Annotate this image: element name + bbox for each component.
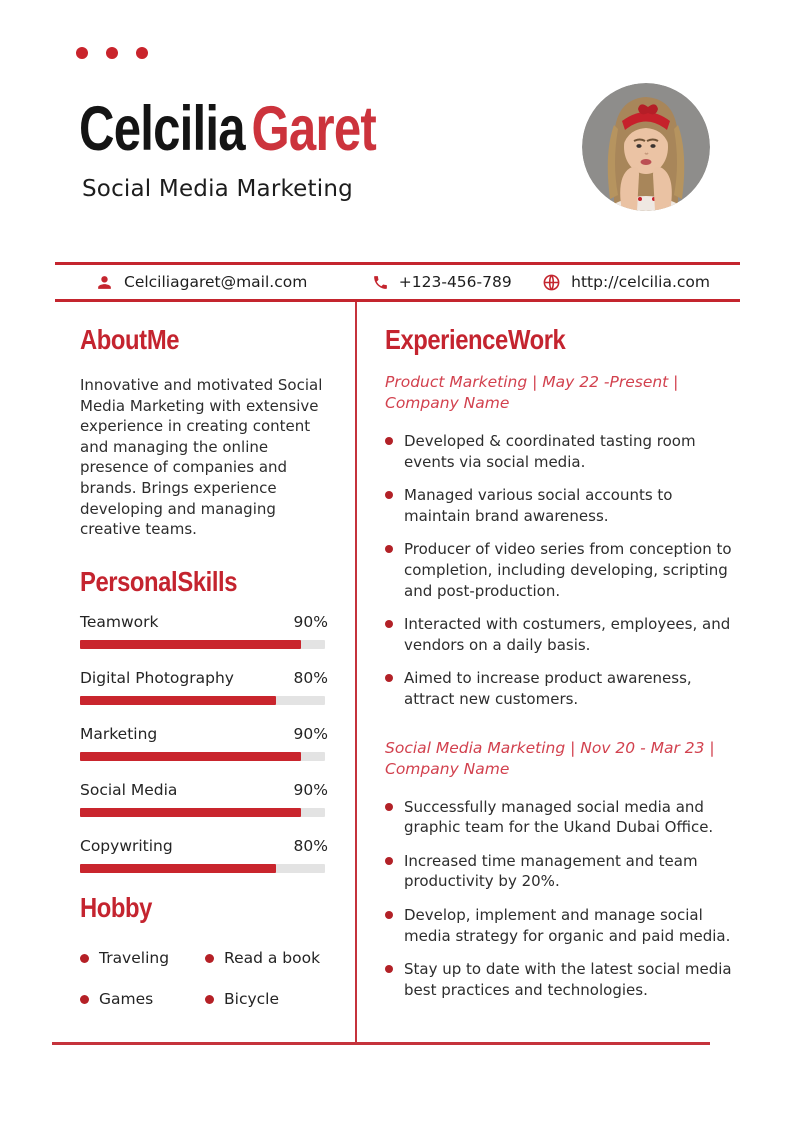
bullet-dot-icon bbox=[385, 857, 393, 865]
skill-bar-fill bbox=[80, 752, 301, 761]
job-bullet bbox=[385, 539, 737, 601]
hobby-title: Hobby bbox=[80, 891, 152, 923]
bullet-dot-icon bbox=[385, 545, 393, 553]
skill-bar-track bbox=[80, 752, 325, 761]
bullet-text: Increased time management and team productivity by 20%. bbox=[404, 851, 698, 891]
skill-label: Copywriting bbox=[80, 836, 173, 855]
skills-list bbox=[80, 613, 328, 873]
bullet-text: Successfully managed social media and graphic team for the Ukand Dubai Office. bbox=[404, 797, 714, 837]
globe-icon bbox=[542, 273, 561, 292]
bullet-dot-icon bbox=[205, 995, 214, 1004]
job-bullet bbox=[385, 431, 737, 472]
skill-bar-track bbox=[80, 640, 325, 649]
footer-line bbox=[52, 1042, 710, 1045]
skill-bar-fill bbox=[80, 808, 301, 817]
job-bullet bbox=[385, 485, 737, 526]
job-heading: Product Marketing | May 22 -Present | Company Name bbox=[385, 373, 679, 412]
bullet-dot-icon bbox=[385, 911, 393, 919]
bullet-text: Managed various social accounts to maintain brand awareness. bbox=[404, 486, 673, 525]
skill-row bbox=[80, 669, 328, 705]
hobby-item bbox=[80, 949, 205, 967]
left-column bbox=[80, 325, 328, 1008]
hobby-item bbox=[205, 990, 328, 1008]
job-bullet bbox=[385, 797, 737, 838]
bullet-text: Aimed to increase product awareness, attract new customers. bbox=[404, 669, 692, 708]
skill-bar-track bbox=[80, 864, 325, 873]
personal-skills-title: Personal Skills bbox=[80, 565, 238, 597]
bullet-dot-icon bbox=[80, 954, 89, 963]
red-dot-icon bbox=[76, 47, 88, 59]
hobby-list bbox=[80, 949, 328, 1008]
skill-bar-fill bbox=[80, 640, 301, 649]
email-text: Celciliagaret@mail.com bbox=[124, 273, 308, 291]
bullet-dot-icon bbox=[80, 995, 89, 1004]
job-heading: Social Media Marketing | Nov 20 - Mar 23 | Company Name bbox=[385, 738, 715, 778]
hobby-item bbox=[80, 990, 205, 1008]
skill-percent: 80% bbox=[293, 668, 328, 687]
skill-label: Teamwork bbox=[80, 612, 159, 631]
hobby-item bbox=[205, 949, 328, 967]
skill-percent: 80% bbox=[293, 836, 328, 855]
skill-row bbox=[80, 837, 328, 873]
skill-bar-track bbox=[80, 696, 325, 705]
skill-percent: 90% bbox=[293, 724, 328, 743]
red-dot-icon bbox=[106, 47, 118, 59]
bullet-text: Developed & coordinated tasting room events via social media. bbox=[404, 432, 696, 471]
person-name bbox=[79, 94, 376, 164]
contact-phone[interactable] bbox=[372, 273, 512, 291]
job-title: Social Media Marketing bbox=[82, 176, 353, 202]
avatar-illustration bbox=[582, 83, 710, 211]
bullet-text: Producer of video series from conception to completion, including developing, scripting and post-production. bbox=[404, 540, 732, 600]
contact-bar bbox=[55, 262, 740, 302]
hobby-label: Read a book bbox=[224, 948, 321, 967]
column-divider-line bbox=[355, 302, 357, 1042]
contact-email[interactable] bbox=[95, 273, 307, 292]
phone-icon bbox=[372, 274, 389, 291]
job-bullet bbox=[385, 614, 737, 655]
bullet-text: Stay up to date with the latest social media best practices and technologies. bbox=[404, 960, 732, 999]
bullet-dot-icon bbox=[385, 437, 393, 445]
job-bullet bbox=[385, 959, 737, 1000]
website-text: http://celcilia.com bbox=[571, 273, 710, 291]
first-name: Celcilia bbox=[79, 94, 252, 164]
skill-row bbox=[80, 725, 328, 761]
decoration-dots bbox=[76, 47, 148, 59]
person-icon bbox=[95, 273, 114, 292]
skill-row bbox=[80, 613, 328, 649]
skill-bar-fill bbox=[80, 696, 276, 705]
hobby-label: Traveling bbox=[99, 948, 170, 967]
bullet-dot-icon bbox=[385, 674, 393, 682]
hobby-label: Bicycle bbox=[224, 989, 279, 1008]
bullet-text: Develop, implement and manage social media strategy for organic and paid media. bbox=[404, 905, 731, 945]
job-bullet bbox=[385, 668, 737, 709]
bullet-dot-icon bbox=[385, 803, 393, 811]
phone-text: +123-456-789 bbox=[398, 273, 512, 291]
profile-photo bbox=[582, 83, 710, 211]
hobby-label: Games bbox=[99, 989, 154, 1008]
bullet-dot-icon bbox=[385, 491, 393, 499]
skill-percent: 90% bbox=[293, 780, 328, 799]
bullet-dot-icon bbox=[205, 954, 214, 963]
skill-bar-fill bbox=[80, 864, 276, 873]
about-me-title: About Me bbox=[80, 324, 180, 355]
skill-label: Digital Photography bbox=[80, 668, 234, 687]
last-name: Garet bbox=[251, 94, 376, 164]
contact-website[interactable] bbox=[542, 273, 710, 292]
bullet-text: Interacted with costumers, employees, and vendors on a daily basis. bbox=[404, 615, 731, 654]
job-bullet bbox=[385, 851, 737, 892]
about-me-text: Innovative and motivated Social Media Marketing with extensive experience in creating content and managing the online presence of companies and brands. Brings experience developing and managing creative teams. bbox=[80, 376, 323, 539]
skill-bar-track bbox=[80, 808, 325, 817]
job-bullet bbox=[385, 905, 737, 946]
skill-row bbox=[80, 781, 328, 817]
bullet-dot-icon bbox=[385, 620, 393, 628]
experience-title: Experience Work bbox=[385, 324, 566, 355]
skill-label: Marketing bbox=[80, 724, 158, 743]
job-bullet-list bbox=[385, 797, 737, 1001]
bullet-dot-icon bbox=[385, 965, 393, 973]
red-dot-icon bbox=[136, 47, 148, 59]
skill-percent: 90% bbox=[293, 612, 328, 631]
job-bullet-list bbox=[385, 431, 737, 710]
skill-label: Social Media bbox=[80, 780, 178, 799]
right-column bbox=[385, 325, 737, 1013]
